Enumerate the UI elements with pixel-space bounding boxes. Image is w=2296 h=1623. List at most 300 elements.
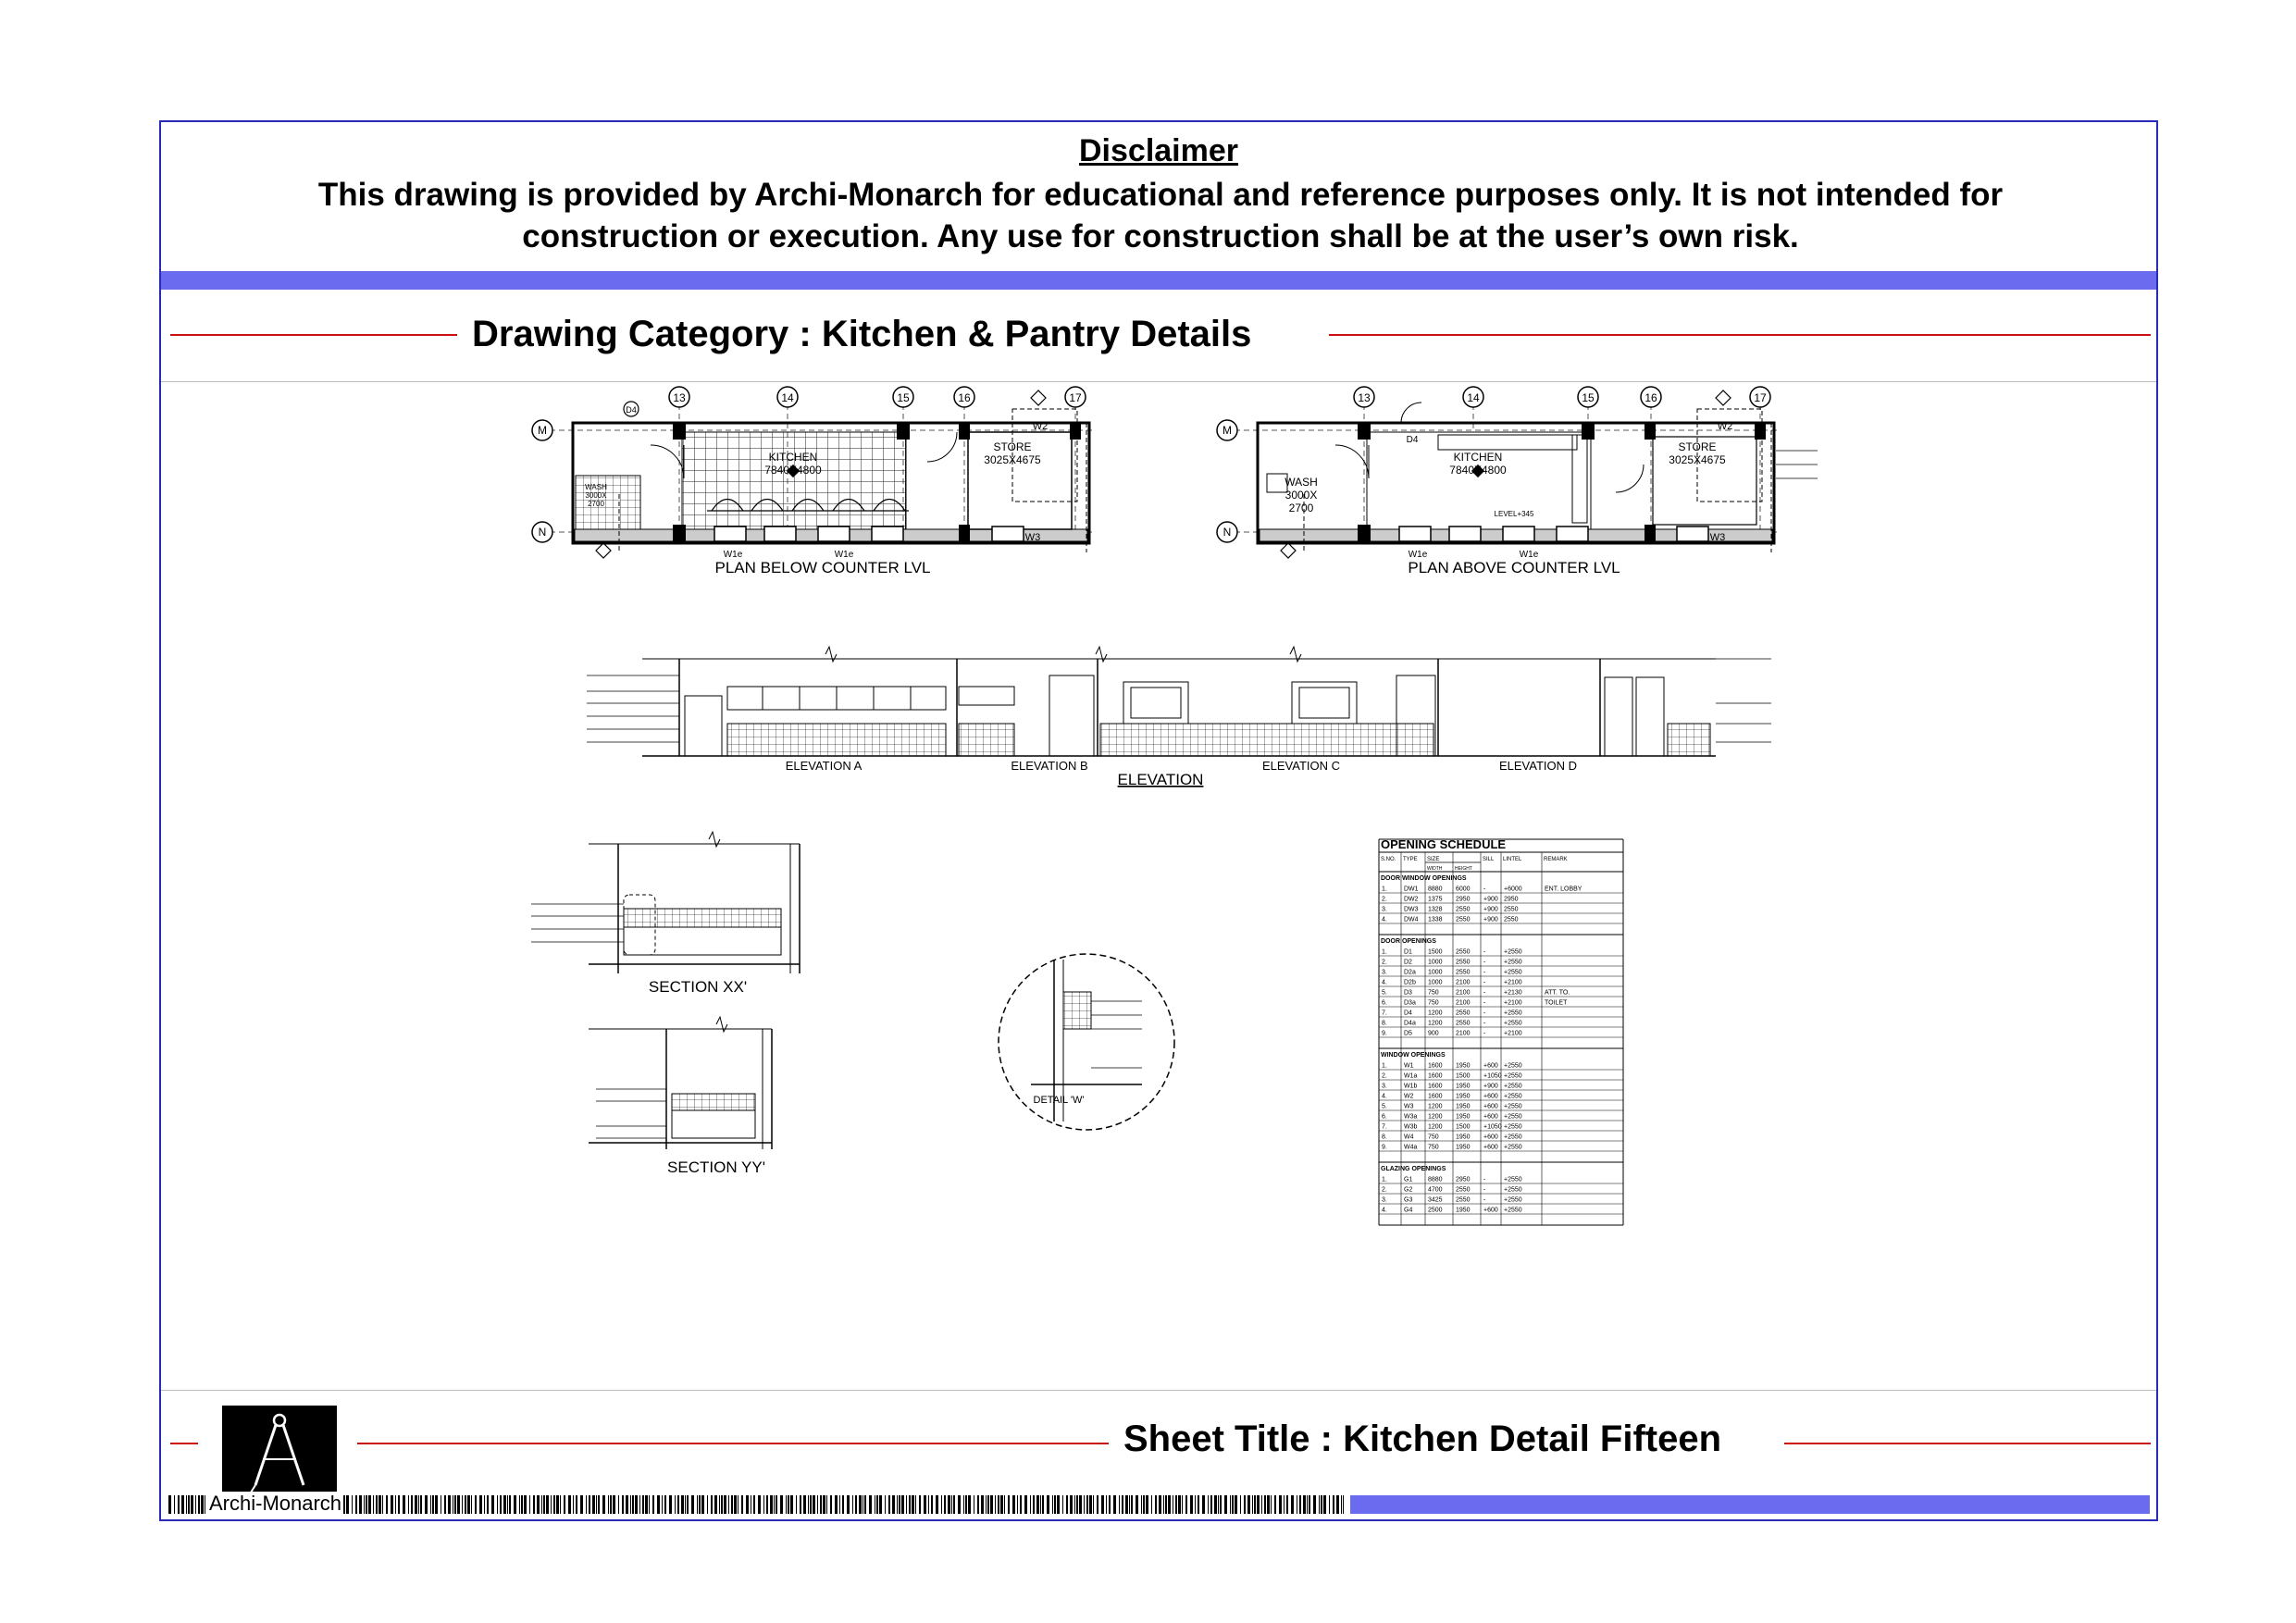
schedule-cell: +2100 [1504, 1030, 1522, 1037]
schedule-cell: 9. [1382, 1030, 1387, 1037]
schedule-cell: 3. [1382, 1196, 1387, 1204]
schedule-cell: 3425 [1428, 1196, 1443, 1204]
schedule-cell: 8. [1382, 1134, 1387, 1141]
barcode-bar [1329, 1495, 1330, 1514]
barcode-bar [1247, 1495, 1250, 1514]
barcode-bar [1195, 1495, 1196, 1514]
schedule-cell: +2550 [1504, 948, 1522, 956]
barcode-bar [1093, 1495, 1094, 1514]
plan-above-tag-d4: D4 [1406, 435, 1419, 445]
barcode-bar [1274, 1495, 1276, 1514]
barcode-bar [1257, 1495, 1260, 1514]
section-yy-drawing [589, 1017, 772, 1176]
barcode-bar [500, 1495, 502, 1514]
schedule-cell: 2550 [1456, 969, 1471, 976]
schedule-cell: 1950 [1456, 1134, 1471, 1141]
barcode-bar [553, 1495, 555, 1514]
schedule-cell: +1050 [1483, 1123, 1502, 1131]
barcode-bar [1057, 1495, 1060, 1514]
barcode-bar [479, 1495, 482, 1514]
schedule-cell: 2550 [1456, 959, 1471, 966]
schedule-cell: +600 [1483, 1093, 1498, 1100]
schedule-cell: D2b [1404, 979, 1416, 986]
schedule-cell: 2550 [1504, 916, 1519, 923]
barcode-bar [359, 1495, 362, 1514]
schedule-cell: 6. [1382, 1113, 1387, 1121]
plan-above-store-size: 3025X4675 [1669, 453, 1726, 466]
plan-below-grid-14: 14 [781, 391, 794, 404]
schedule-cell: - [1483, 1196, 1486, 1204]
barcode-bar [178, 1495, 180, 1514]
schedule-cell: 1600 [1428, 1072, 1443, 1080]
barcode-bar [521, 1495, 523, 1514]
barcode-bar [652, 1495, 654, 1514]
barcode-bar [664, 1495, 666, 1514]
plan-above-wash-label: WASH [1285, 476, 1318, 489]
schedule-header: REMARK [1544, 857, 1568, 862]
barcode-bar [630, 1495, 631, 1514]
barcode-bar [1244, 1495, 1246, 1514]
schedule-cell: 1. [1382, 948, 1387, 956]
plan-below-wash-size2: 2700 [588, 500, 604, 508]
barcode-bar [944, 1495, 946, 1514]
schedule-cell: G4 [1404, 1207, 1413, 1214]
detail-w-label: DETAIL 'W' [1033, 1095, 1085, 1106]
barcode-bar [1220, 1495, 1222, 1514]
barcode-bar [681, 1495, 684, 1514]
plan-below-wash-label: WASH [585, 483, 607, 491]
barcode-bar [876, 1495, 878, 1514]
schedule-cell: 1600 [1428, 1062, 1443, 1070]
schedule-cell: 900 [1428, 1030, 1439, 1037]
schedule-cell: 1. [1382, 886, 1387, 893]
schedule-cell: - [1483, 969, 1486, 976]
drawing-canvas [161, 381, 2156, 1386]
schedule-header: LINTEL [1503, 857, 1522, 862]
schedule-cell: 2950 [1456, 1176, 1471, 1183]
barcode-bar [662, 1495, 663, 1514]
schedule-cell: 1200 [1428, 1123, 1443, 1131]
schedule-cell: W2 [1404, 1093, 1414, 1100]
schedule-cell: DW2 [1404, 896, 1419, 903]
schedule-cell: 2100 [1456, 989, 1471, 997]
barcode-bar [1159, 1495, 1161, 1514]
barcode-bar [568, 1495, 571, 1514]
brand-name: Archi-Monarch [209, 1492, 342, 1515]
category-rule-right [1329, 334, 2151, 336]
schedule-cell: +2550 [1504, 1144, 1522, 1151]
schedule-cell: +900 [1483, 916, 1498, 923]
barcode-bar [1323, 1495, 1326, 1514]
barcode-bar [191, 1495, 193, 1514]
barcode-bar [963, 1495, 964, 1514]
barcode-bar [1198, 1495, 1199, 1514]
barcode-bar [1252, 1495, 1253, 1514]
barcode-bar [707, 1495, 708, 1514]
schedule-cell: +600 [1483, 1113, 1498, 1121]
barcode-bar [487, 1495, 489, 1514]
barcode-bar [847, 1495, 850, 1514]
barcode-bar [721, 1495, 723, 1514]
barcode-bar [1047, 1495, 1049, 1514]
barcode-bar [465, 1495, 466, 1514]
barcode-bar [1178, 1495, 1181, 1514]
schedule-cell: DW3 [1404, 906, 1419, 913]
barcode-bar [1168, 1495, 1171, 1514]
barcode-bar [1271, 1495, 1272, 1514]
barcode-bar [928, 1495, 929, 1514]
section-xx-drawing [531, 832, 800, 996]
barcode-bar [1151, 1495, 1152, 1514]
barcode-bar [1155, 1495, 1157, 1514]
barcode-bar [699, 1495, 701, 1514]
barcode-bar [1106, 1495, 1107, 1514]
schedule-cell: 1950 [1456, 1144, 1471, 1151]
barcode-bar [1074, 1495, 1075, 1514]
barcode-bar [632, 1495, 634, 1514]
barcode-bar [888, 1495, 890, 1514]
schedule-cell: W3 [1404, 1103, 1414, 1110]
schedule-cell: - [1483, 1186, 1486, 1194]
schedule-cell: +2550 [1504, 1176, 1522, 1183]
schedule-cell: 2550 [1456, 916, 1471, 923]
barcode-bar [610, 1495, 612, 1514]
barcode-bar [1210, 1495, 1212, 1514]
barcode-bar [826, 1495, 827, 1514]
schedule-cell: 5. [1382, 989, 1387, 997]
barcode-bar [1163, 1495, 1164, 1514]
barcode-bar [491, 1495, 494, 1514]
schedule-cell: 1950 [1456, 1083, 1471, 1090]
barcode-bar [731, 1495, 733, 1514]
barcode-bar [909, 1495, 911, 1514]
barcode-bar [432, 1495, 434, 1514]
detail-w-drawing [999, 954, 1174, 1130]
barcode-bar [1012, 1495, 1015, 1514]
plan-below-tag-w1e-b: W1e [834, 550, 854, 560]
barcode-bar [411, 1495, 413, 1514]
disclaimer-text: This drawing is provided by Archi-Monarch for educational and reference purposes only. It is not intended for construction or execution. Any use for construction shall be at the user’s own risk. [317, 177, 2004, 254]
barcode-bar [174, 1495, 175, 1514]
schedule-cell: - [1483, 1176, 1486, 1183]
schedule-cell: +2100 [1504, 999, 1522, 1007]
schedule-cell: 6000 [1456, 886, 1471, 893]
barcode-bar [1175, 1495, 1177, 1514]
schedule-cell: TOILET [1545, 999, 1568, 1007]
barcode-bar [864, 1495, 866, 1514]
plan-below-grid-17: 17 [1069, 391, 1082, 404]
schedule-cell: +2550 [1504, 1020, 1522, 1027]
plan-below-wash-size: 3000X [585, 491, 607, 500]
barcode-bar [1062, 1495, 1063, 1514]
barcode-bar [808, 1495, 809, 1514]
schedule-cell: 750 [1428, 1144, 1439, 1151]
schedule-group-name: GLAZING OPENINGS [1381, 1166, 1446, 1172]
schedule-cell: D5 [1404, 1030, 1412, 1037]
barcode-bar [813, 1495, 815, 1514]
plan-above-counter [1217, 387, 1818, 576]
barcode-bar [1066, 1495, 1068, 1514]
barcode-bar [649, 1495, 650, 1514]
plan-below-store-size: 3025X4675 [984, 453, 1041, 466]
category-title: Drawing Category : Kitchen & Pantry Details [472, 314, 1252, 354]
schedule-cell: +600 [1483, 1144, 1498, 1151]
barcode-bar [1182, 1495, 1183, 1514]
barcode-bar [382, 1495, 383, 1514]
barcode-bar [564, 1495, 565, 1514]
barcode-bar [1097, 1495, 1098, 1514]
schedule-cell: 1. [1382, 1062, 1387, 1070]
plan-below-tag-w2: W2 [1032, 421, 1049, 432]
schedule-cell: - [1483, 1010, 1486, 1017]
barcode-bar [719, 1495, 720, 1514]
barcode-bar [645, 1495, 648, 1514]
schedule-cell: 4. [1382, 979, 1387, 986]
barcode-bar [415, 1495, 417, 1514]
barcode-bar [1024, 1495, 1027, 1514]
schedule-cell: 750 [1428, 989, 1439, 997]
barcode-bar [753, 1495, 755, 1514]
barcode-bar [1202, 1495, 1205, 1514]
barcode-bar [931, 1495, 933, 1514]
plan-below-kitchen-size: 7840X4800 [764, 464, 822, 477]
schedule-group-name: DOOR WINDOW OPENINGS [1381, 875, 1467, 882]
barcode-bar [1101, 1495, 1104, 1514]
schedule-cell: +2550 [1504, 1196, 1522, 1204]
barcode-bar [1343, 1495, 1344, 1514]
barcode-bar [746, 1495, 749, 1514]
barcode-bar [1086, 1495, 1088, 1514]
barcode-bar [471, 1495, 472, 1514]
section-yy-label: SECTION YY' [667, 1158, 765, 1176]
schedule-cell: 1600 [1428, 1093, 1443, 1100]
barcode-bar [573, 1495, 574, 1514]
barcode-bar [592, 1495, 595, 1514]
barcode-bar [503, 1495, 506, 1514]
schedule-cell: 1950 [1456, 1062, 1471, 1070]
schedule-cell: 2100 [1456, 1030, 1471, 1037]
barcode-bar [1254, 1495, 1256, 1514]
schedule-cell: W1 [1404, 1062, 1414, 1070]
schedule-cell: +2550 [1504, 1093, 1522, 1100]
barcode-bar [1143, 1495, 1145, 1514]
barcode-bar [1261, 1495, 1262, 1514]
barcode-bar [1333, 1495, 1334, 1514]
schedule-cell: 2100 [1456, 979, 1471, 986]
schedule-cell: 1500 [1456, 1072, 1471, 1080]
barcode-bar [842, 1495, 844, 1514]
disclaimer-title: Disclaimer [1079, 133, 1238, 168]
barcode-bar [1240, 1495, 1241, 1514]
barcode-bar [1136, 1495, 1138, 1514]
barcode-bar [995, 1495, 996, 1514]
schedule-cell: 2550 [1456, 1020, 1471, 1027]
barcode-bar [497, 1495, 498, 1514]
barcode-bar [859, 1495, 862, 1514]
barcode-bar [711, 1495, 713, 1514]
barcode-bar [1208, 1495, 1209, 1514]
schedule-cell: 1950 [1456, 1103, 1471, 1110]
barcode-bar [181, 1495, 184, 1514]
barcode-bar [418, 1495, 419, 1514]
barcode-bar [1141, 1495, 1142, 1514]
barcode-bar [817, 1495, 818, 1514]
barcode-bar [386, 1495, 388, 1514]
barcode-bar [869, 1495, 872, 1514]
barcode-bar [1040, 1495, 1041, 1514]
schedule-cell: 2950 [1456, 896, 1471, 903]
barcode-bar [1313, 1495, 1316, 1514]
elevation-c-label: ELEVATION C [1261, 759, 1341, 773]
schedule-cell: W1b [1404, 1083, 1418, 1090]
plan-below-grid-15: 15 [897, 391, 910, 404]
schedule-cell: G3 [1404, 1196, 1413, 1204]
schedule-cell: 4700 [1428, 1186, 1443, 1194]
barcode-bar [484, 1495, 485, 1514]
barcode-bar [741, 1495, 743, 1514]
plan-above-tag-w3: W3 [1709, 532, 1726, 543]
schedule-cell: 1000 [1428, 959, 1443, 966]
barcode-bar [724, 1495, 726, 1514]
schedule-cell: 1375 [1428, 896, 1443, 903]
barcode-bar [830, 1495, 832, 1514]
barcode-bar [580, 1495, 583, 1514]
barcode-bar [697, 1495, 698, 1514]
barcode-bar [379, 1495, 381, 1514]
barcode-bar [790, 1495, 793, 1514]
barcode-bar [796, 1495, 797, 1514]
barcode-bar [977, 1495, 979, 1514]
barcode-bar [1122, 1495, 1123, 1514]
sheet-title: Sheet Title : Kitchen Detail Fifteen [1123, 1419, 1722, 1459]
barcode-bar [803, 1495, 806, 1514]
plan-above-level: LEVEL+345 [1494, 510, 1534, 518]
schedule-cell: 2950 [1504, 896, 1519, 903]
plan-below-store-label: STORE [993, 440, 1032, 453]
plan-below-counter [532, 387, 1096, 576]
barcode-bar [1119, 1495, 1120, 1514]
schedule-cell: 2. [1382, 1186, 1387, 1194]
barcode-bar [622, 1495, 624, 1514]
barcode-bar [201, 1495, 204, 1514]
barcode-bar [1230, 1495, 1231, 1514]
schedule-cell: 7. [1382, 1123, 1387, 1131]
barcode-bar [1004, 1495, 1005, 1514]
barcode-bar [435, 1495, 438, 1514]
barcode-bar [1303, 1495, 1306, 1514]
barcode-bar [788, 1495, 789, 1514]
schedule-cell: +900 [1483, 1083, 1498, 1090]
schedule-cell: +600 [1483, 1134, 1498, 1141]
barcode-bar [1286, 1495, 1288, 1514]
schedule-cell: 1200 [1428, 1010, 1443, 1017]
schedule-cell: 7. [1382, 1010, 1387, 1017]
barcode-bar [560, 1495, 561, 1514]
schedule-cell: 2550 [1456, 1196, 1471, 1204]
schedule-cell: +600 [1483, 1207, 1498, 1214]
barcode-bar [968, 1495, 971, 1514]
schedule-cell: +600 [1483, 1103, 1498, 1110]
barcode-bar [618, 1495, 619, 1514]
barcode-bar [543, 1495, 545, 1514]
barcode-bar [626, 1495, 628, 1514]
barcode-bar [395, 1495, 396, 1514]
barcode-bar [951, 1495, 952, 1514]
barcode-bar [1299, 1495, 1301, 1514]
barcode-bar [986, 1495, 987, 1514]
schedule-cell: 1950 [1456, 1093, 1471, 1100]
barcode-bar [608, 1495, 609, 1514]
plan-below-grid-13: 13 [673, 391, 686, 404]
schedule-cell: 1950 [1456, 1207, 1471, 1214]
footer-rule-left [170, 1443, 198, 1444]
barcode-bar [1076, 1495, 1078, 1514]
schedule-cell: W3a [1404, 1113, 1418, 1121]
barcode-bar [879, 1495, 882, 1514]
schedule-group-name: DOOR OPENINGS [1381, 938, 1436, 945]
barcode-bar [1307, 1495, 1308, 1514]
schedule-cell: 750 [1428, 1134, 1439, 1141]
barcode-bar [586, 1495, 587, 1514]
barcode-bar [835, 1495, 838, 1514]
barcode-bar [919, 1495, 921, 1514]
archi-monarch-logo [222, 1406, 337, 1496]
barcode-bar [514, 1495, 516, 1514]
header-band [161, 271, 2156, 290]
barcode-bar [613, 1495, 615, 1514]
schedule-cell: 9. [1382, 1144, 1387, 1151]
plan-above-grid-14: 14 [1467, 391, 1480, 404]
barcode-bar [892, 1495, 895, 1514]
schedule-cell: +2100 [1504, 979, 1522, 986]
plan-below-label: PLAN BELOW COUNTER LVL [714, 559, 931, 576]
schedule-cell: 1200 [1428, 1113, 1443, 1121]
schedule-subheader: WIDTH [1427, 866, 1443, 872]
schedule-cell: 1328 [1428, 906, 1443, 913]
barcode-bar [885, 1495, 886, 1514]
elevation-b-label: ELEVATION B [1011, 759, 1088, 773]
barcode-bar [958, 1495, 961, 1514]
footer-band [1350, 1495, 2150, 1514]
schedule-cell: - [1483, 948, 1486, 956]
barcode-bar [1267, 1495, 1270, 1514]
plan-below-grid-m: M [538, 424, 547, 437]
barcode-bar [430, 1495, 431, 1514]
category-rule-left [170, 334, 457, 336]
schedule-cell: 3. [1382, 969, 1387, 976]
schedule-cell: +2550 [1504, 1072, 1522, 1080]
barcode-bar [1336, 1495, 1339, 1514]
schedule-cell: 4. [1382, 916, 1387, 923]
barcode-bar [454, 1495, 456, 1514]
barcode-bar [953, 1495, 955, 1514]
plan-above-grid-15: 15 [1582, 391, 1595, 404]
barcode-bar [776, 1495, 777, 1514]
schedule-cell: - [1483, 1030, 1486, 1037]
barcode-bar [1020, 1495, 1022, 1514]
drawing-area-bottom-divider [161, 1390, 2156, 1391]
schedule-cell: D4 [1404, 1010, 1412, 1017]
barcode-bar [551, 1495, 552, 1514]
plan-below-kitchen-label: KITCHEN [768, 451, 818, 464]
barcode-bar [509, 1495, 511, 1514]
barcode-bar [1125, 1495, 1128, 1514]
schedule-cell: +2130 [1504, 989, 1522, 997]
barcode-bar [734, 1495, 737, 1514]
barcode-bar [343, 1495, 345, 1514]
barcode-bar [1113, 1495, 1116, 1514]
barcode-strip [168, 1495, 1344, 1514]
